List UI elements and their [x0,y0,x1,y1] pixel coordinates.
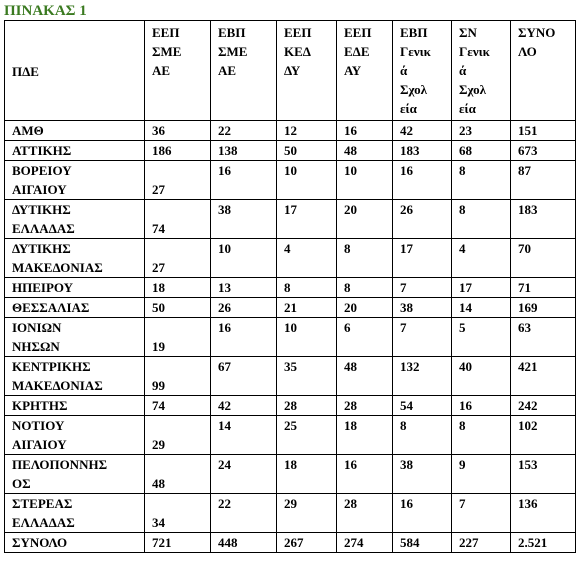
table-cell: 16 [393,161,452,200]
table-cell: 35 [277,357,337,396]
table-cell: 102 [511,416,576,455]
table-cell: 24 [211,455,277,494]
table-cell: 132 [393,357,452,396]
table-cell: 138 [211,141,277,161]
table-cell: 38 [393,455,452,494]
region-label [5,121,145,141]
region-label [5,161,145,200]
table-cell: 48 [337,357,393,396]
table-cell: 63 [511,318,576,357]
cell-eep-smeae: 74 [145,396,211,416]
table-cell: 50 [277,141,337,161]
header-col-1: ΕΕΠ ΣΜΕ ΑΕ [145,21,211,121]
region-label-line: ΗΠΕΙΡΟΥ [12,280,74,295]
cell-eep-smeae: 36 [145,121,211,141]
table-cell: 8 [452,416,511,455]
table-cell: 18 [277,455,337,494]
cell-eep-smeae: 50 [145,298,211,318]
region-label-line: ΕΛΛΑΔΑΣ [12,221,75,236]
table-cell: 4 [452,239,511,278]
region-label-line: ΑΙΓΑΙΟΥ [12,182,67,197]
table-row [5,278,576,298]
table-cell: 18 [337,416,393,455]
table-cell: 5 [452,318,511,357]
table-cell: 421 [511,357,576,396]
table-row [5,121,576,141]
table-row [5,455,576,494]
region-label [5,357,145,396]
region-label [5,298,145,318]
table-cell: 10 [337,161,393,200]
region-label [5,455,145,494]
region-label-line: ΟΣ [12,476,31,491]
region-label [5,239,145,278]
table-cell: 12 [277,121,337,141]
region-label-line: ΜΑΚΕΔΟΝΙΑΣ [12,260,103,275]
table-cell: 16 [337,455,393,494]
region-label [5,533,145,553]
region-label-line: ΣΤΕΡΕΑΣ [12,496,73,511]
table-cell: 169 [511,298,576,318]
cell-eep-smeae: 27 [145,161,211,200]
header-col-6: ΣΝ Γενικ ά Σχολ εία [452,21,511,121]
cell-eep-smeae: 19 [145,318,211,357]
table-cell: 267 [277,533,337,553]
table-cell: 22 [211,494,277,533]
table-cell: 8 [277,278,337,298]
region-label-line: ΑΜΘ [12,123,44,138]
table-cell: 13 [211,278,277,298]
table-cell: 28 [337,494,393,533]
table-row [5,141,576,161]
cell-eep-smeae: 18 [145,278,211,298]
header-col-4: ΕΕΠ ΕΔΕ ΑΥ [337,21,393,121]
table-cell: 42 [211,396,277,416]
table-cell: 6 [337,318,393,357]
table-row [5,494,576,533]
table-cell: 448 [211,533,277,553]
cell-eep-smeae: 186 [145,141,211,161]
table-row [5,357,576,396]
region-label-line: ΚΕΝΤΡΙΚΗΣ [12,359,91,374]
table-cell: 48 [337,141,393,161]
data-table [4,20,576,553]
region-label-line: ΝΗΣΩΝ [12,339,60,354]
table-cell: 17 [393,239,452,278]
header-col-5: ΕΒΠ Γενικ ά Σχολ εία [393,21,452,121]
table-cell: 16 [337,121,393,141]
table-cell: 70 [511,239,576,278]
table-cell: 26 [211,298,277,318]
header-pde: ΠΔΕ [5,21,145,121]
table-cell: 8 [393,416,452,455]
table-cell: 26 [393,200,452,239]
table-row [5,161,576,200]
table-row [5,200,576,239]
cell-eep-smeae: 29 [145,416,211,455]
cell-eep-smeae: 27 [145,239,211,278]
table-cell: 87 [511,161,576,200]
cell-eep-smeae: 74 [145,200,211,239]
table-body [5,121,576,553]
table-cell: 29 [277,494,337,533]
region-label-line: ΘΕΣΣΑΛΙΑΣ [12,300,90,315]
table-cell: 10 [277,318,337,357]
table-cell: 242 [511,396,576,416]
table-row [5,239,576,278]
table-cell: 17 [277,200,337,239]
table-cell: 16 [452,396,511,416]
header-col-7: ΣΥΝΟ ΛΟ [511,21,576,121]
table-cell: 38 [393,298,452,318]
table-cell: 23 [452,121,511,141]
table-cell: 20 [337,298,393,318]
region-label [5,494,145,533]
table-cell: 274 [337,533,393,553]
table-cell: 8 [452,200,511,239]
table-cell: 7 [393,278,452,298]
region-label-line: ΑΤΤΙΚΗΣ [12,143,72,158]
cell-eep-smeae: 34 [145,494,211,533]
table-cell: 10 [277,161,337,200]
region-label [5,200,145,239]
table-cell: 8 [337,239,393,278]
region-label-line: ΑΙΓΑΙΟΥ [12,437,67,452]
table-cell: 20 [337,200,393,239]
table-cell: 16 [393,494,452,533]
region-label-line: ΣΥΝΟΛΟ [12,535,68,550]
table-cell: 68 [452,141,511,161]
cell-eep-smeae: 48 [145,455,211,494]
region-label-line: ΒΟΡΕΙΟΥ [12,163,72,178]
table-cell: 40 [452,357,511,396]
table-cell: 8 [337,278,393,298]
table-row [5,416,576,455]
table-cell: 4 [277,239,337,278]
table-cell: 227 [452,533,511,553]
table-cell: 673 [511,141,576,161]
table-cell: 71 [511,278,576,298]
table-cell: 584 [393,533,452,553]
table-cell: 10 [211,239,277,278]
table-row [5,533,576,553]
table-cell: 153 [511,455,576,494]
table-row [5,318,576,357]
table-cell: 7 [452,494,511,533]
region-label-line: ΔΥΤΙΚΗΣ [12,202,71,217]
table-cell: 9 [452,455,511,494]
table-cell: 14 [452,298,511,318]
table-cell: 14 [211,416,277,455]
table-cell: 38 [211,200,277,239]
table-cell: 54 [393,396,452,416]
header-col-2: ΕΒΠ ΣΜΕ ΑΕ [211,21,277,121]
table-cell: 183 [393,141,452,161]
table-cell: 25 [277,416,337,455]
region-label-line: ΜΑΚΕΔΟΝΙΑΣ [12,378,103,393]
region-label-line: ΕΛΛΑΔΑΣ [12,515,75,530]
table-cell: 183 [511,200,576,239]
region-label [5,396,145,416]
region-label [5,141,145,161]
table-cell: 2.521 [511,533,576,553]
region-label [5,278,145,298]
region-label-line: ΙΟΝΙΩΝ [12,320,62,335]
table-cell: 17 [452,278,511,298]
region-label-line: ΠΕΛΟΠΟΝΝΗΣ [12,457,108,472]
region-label-line: ΝΟΤΙΟΥ [12,418,65,433]
table-cell: 67 [211,357,277,396]
table-row [5,298,576,318]
table-caption: ΠΙΝΑΚΑΣ 1 [4,3,87,19]
table-cell: 28 [277,396,337,416]
table-cell: 136 [511,494,576,533]
table-cell: 42 [393,121,452,141]
table-row [5,396,576,416]
cell-eep-smeae: 99 [145,357,211,396]
table-cell: 16 [211,161,277,200]
table-cell: 7 [393,318,452,357]
table-cell: 151 [511,121,576,141]
header-row [5,21,576,121]
region-label-line: ΚΡΗΤΗΣ [12,398,68,413]
table-cell: 21 [277,298,337,318]
region-label [5,416,145,455]
region-label [5,318,145,357]
cell-eep-smeae: 721 [145,533,211,553]
header-col-3: ΕΕΠ ΚΕΔ ΔΥ [277,21,337,121]
table-cell: 22 [211,121,277,141]
table-cell: 16 [211,318,277,357]
table-cell: 8 [452,161,511,200]
region-label-line: ΔΥΤΙΚΗΣ [12,241,71,256]
table-cell: 28 [337,396,393,416]
